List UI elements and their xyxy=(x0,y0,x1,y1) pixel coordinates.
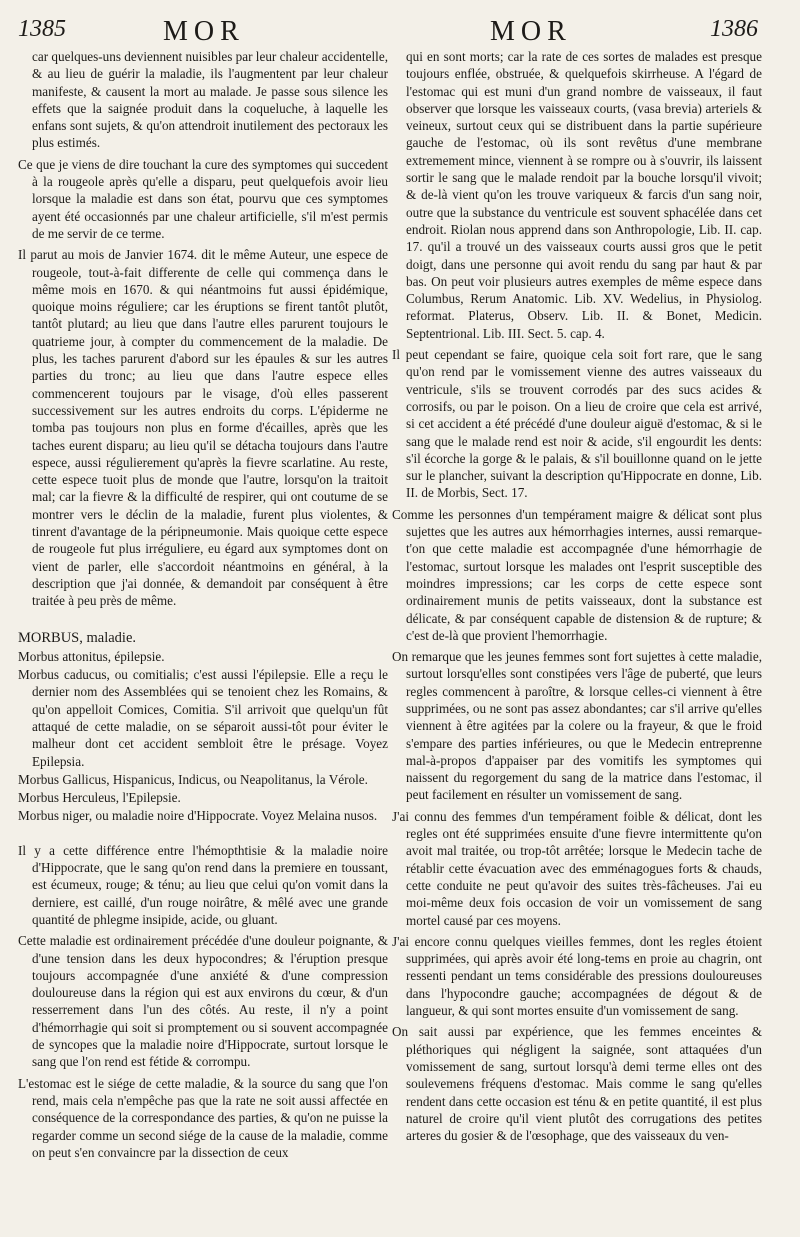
paragraph: Ce que je viens de dire touchant la cure des symptomes qui succedent à la rougeole après qu'elle a disparu, peut quelquefois avoir lieu lorsque la maladie est dans son état, pourvu que ces symptomes ayent été occasionnés par une chaleur artificielle, s'il m'est permis de me servir de ce terme. xyxy=(18,156,388,241)
paragraph: Il parut au mois de Janvier 1674. dit le même Auteur, une espece de rougeole, tout-à-fait differente de celle qui commença dans le même mois en 1670. & qui néantmoins fut aussi épidémique, quoique moins réguliere; car les éruptions se firent tantôt plutôt, tantôt plutard; au lieu que dans l'autre elles parurent toujours le quatrieme jour, à compter du commencement de la maladie. De plus, les taches parurent d'abord sur les épaules & sur les autres parties du tronc; au lieu que dans l'autre espece elles commencerent toujours par le visage, d'où elles passerent successivement sur les autres endroits du corps. L'épiderme ne tomba pas toujours non plus en forme d'écailles, après que les taches eurent disparu; au lieu qu'il se détacha toujours dans l'autre espece, aussi régulierement qu'après la fievre scarlatine. Au reste, cette espece tuoit plus de monde que l'autre, lorsqu'on la traitoit mal; car la fievre & la difficulté de respirer, qui ont coutume de se montrer vers le déclin de la maladie, furent plus violentes, & tinrent d'avantage de la péripneumonie. Mais quoique cette espece de rougeole fut plus irréguliere, eu égard aux symptomes dont on vient de parler, elle s'accordoit néantmoins en général, à la description que j'ai donnée, & demandoit par conséquent à être traitée à peu près de même. xyxy=(18,247,388,609)
paragraph: Cette maladie est ordinairement précédée d'une douleur poignante, & d'une tension dans les deux hypocondres; & l'éruption presque toujours accompagnée d'une anxiété & d'une compression douloureuse dans la région qui est aux environs du cœur, & d'un resserrement dans l'un des côtés. Au reste, il n'y a point d'hémorrhagie qui soit si promptement ou si souvent accompagnée de syncopes que la maladie noire d'Hippocrate, surtout lorsque le sang que l'on rend est fétide & corrompu. xyxy=(18,933,388,1070)
paragraph: Il y a cette différence entre l'hémopthtisie & la maladie noire d'Hippocrate, que le sang qu'on rend dans la premiere en toussant, est écumeux, rouge; & ténu; au lieu que celui qu'on vomit dans la derniere, est caillé, d'un rouge noirâtre, & mêlé avec une grande quantité de phlegme insipide, acide, ou gluant. xyxy=(18,842,388,927)
left-page-number: 1385 xyxy=(18,16,66,42)
right-running-head: MOR xyxy=(490,16,572,47)
paragraph: On remarque que les jeunes femmes sont fort sujettes à cette maladie, surtout lorsqu'elles sont constipées vers l'âge de puberté, que leurs regles commencent à paroître, & lorsque celles-ci viennent à être supprimées, ou ne sont pas assez abondantes; car s'il arrive qu'elles viennent à être agitées par la colere ou la frayeur, & que le froid s'empare des parties inférieures, ou que le Medecin entreprenne mal-à-propos d'appaiser par des vomitifs les symptomes qui naissent du regorgement du sang de la matrice dans l'estomac, il peut facilement en résulter un vomissement de sang. xyxy=(392,649,762,803)
entry-item: Morbus Gallicus, Hispanicus, Indicus, ou Neapolitanus, la Vérole. xyxy=(18,771,368,787)
left-running-head: MOR xyxy=(163,16,245,47)
entry-item: Morbus Herculeus, l'Epilepsie. xyxy=(18,790,181,806)
entry-item: Morbus attonitus, épilepsie. xyxy=(18,648,165,664)
paragraph: car quelques-uns deviennent nuisibles par leur chaleur accidentelle, & au lieu de guérir la maladie, ils l'augmentent par leur chaleur manifeste, & causent la mort au malade. Je passe sous silence les effets que la saignée produit dans la coqueluche, à laquelle les enfans sont sujets, & qu'on attendroit inutilement des pectoraux les plus estimés. xyxy=(32,49,388,151)
paragraph: Comme les personnes d'un tempérament maigre & délicat sont plus sujettes que les autres aux hémorrhagies internes, aussi remarque-t'on que cette maladie est accompagnée d'une hémorrhagie de l'estomac, surtout lorsque les malades ont l'esprit susceptible des moindres impressions; car les corps de cette espece sont ordinairement munis de petits vaisseaux, dont la substance est délicate, & par conséquent capable de distension & de rupture; & c'est de-là que provient l'hemorrhagie. xyxy=(392,506,762,643)
running-header xyxy=(18,10,782,48)
right-page-number: 1386 xyxy=(710,16,758,42)
right-column xyxy=(392,48,762,1228)
entry-heading: MORBUS, maladie. xyxy=(18,629,137,646)
paragraph: J'ai connu des femmes d'un tempérament foible & délicat, dont les regles ont été supprimées ensuite d'une fievre intermittente qu'on avoit mal traitée, ou trop-tôt arrêtée; lorsque le Medecin tache de rétablir cette évacuation avec des emménagogues forts & chauds, cette conduite ne peut qu'avoir des suites très-fâcheuses. J'ai eu moi-même deux fois occasion de voir un vomissement de sang mortel causé par ces moyens. xyxy=(392,808,762,928)
paragraph: J'ai encore connu quelques vieilles femmes, dont les regles étoient supprimées, qui après avoir été long-tems en proie au chagrin, ont ressenti pendant un tems considérable des pressions douloureuses dans l'hypocondre gauche; accompagnées de dégout & de langueur, & qui sont mortes ensuite d'un vomissement de sang. xyxy=(392,933,762,1019)
paragraph: L'estomac est le siége de cette maladie, & la source du sang que l'on rend, mais cela n'empêche pas que la rate ne soit aussi affectée en conséquence de la correspondance des parties, & qu'on ne puisse la regarder comme un second siége de la cause de la maladie, comme on peut s'en convaincre par la dissection de ceux xyxy=(18,1075,388,1160)
entry-item: Morbus caducus, ou comitialis; c'est aussi l'épilepsie. Elle a reçu le dernier nom des Assemblées qui se tenoient chez les Romains, & qu'on appelloit Comices, Comitia. S'il arrivoit que quelqu'un fût attaqué de cette maladie, on se séparoit aussi-tôt pour éviter le malheur dont cet accident sembloit être le présage. Voyez Epilepsia. xyxy=(18,667,388,769)
left-column xyxy=(18,48,388,1228)
paragraph: qui en sont morts; car la rate de ces sortes de malades est presque toujours enflée, obstruée, & quelquefois skirrheuse. A l'égard de l'estomac qui est muni d'un grand nombre de vaisseaux, il faut observer que lorsque les vaisseaux courts, (vasa brevia) arteriels & veineux, surtout ceux qui se distribuent dans la partie supérieure gauche de l'estomac, où ils sont revêtus d'une membrane extremement mince, viennent à se rompre ou à s'ouvrir, ils laissent sortir le sang que le malade rendoit par la bouche lorsqu'il vivoit; & de-là vient qu'on les trouve variqueux & farcis d'un sang noir, outre que la substance du ventricule est souvent sphacélée dans cet endroit. Riolan nous apprend dans son Anthropologie, Lib. II. cap. 17. qu'il a trouvé un des vaisseaux courts aussi gros que le petit doigt, dans une personne qui avoit rendu du sang par haut & par bas. On peut voir plusieurs autres exemples de même espece dans Columbus, Rerum Anatomic. Lib. XV. Wedelius, in Physiolog. reformat. Platerus, Observ. Lib. II. & Bonet, Medicin. Septentrional. Lib. III. Sect. 5. cap. 4. xyxy=(406,49,762,341)
paragraph: Il peut cependant se faire, quoique cela soit fort rare, que le sang qu'on rend par le vomissement vienne des autres vaisseaux du ventricule, s'ils se trouvent corrodés par des sucs acides & corrosifs, ou par le poison. On a lieu de croire que cela est arrivé, si cet accident a été précédé d'une douleur aiguë d'estomac, & si le sang que le malade rend est noir & acide, s'il engourdit les dents: s'il écorche la gorge & le palais, & s'il bouillonne quand on le jette sur le plancher, suivant la description qu'Hippocrate en donne, Lib. II. de Morbis, Sect. 17. xyxy=(392,347,762,501)
entry-item: Morbus niger, ou maladie noire d'Hippocrate. Voyez Melaina nusos. xyxy=(18,808,378,824)
paragraph: On sait aussi par expérience, que les femmes enceintes & pléthoriques qui négligent la saignée, sont attaquées d'un vomissement de sang, surtout lorsqu'à demi terme elles ont des soulevemens fréquens d'estomac. Mais comme le sang qu'elles rendent dans cette occasion est ténu & en petite quantité, il est plus naturel de croire qu'il vient plutôt des corrugations des petites arteres du gosier & de l'œsophage, que des vaisseaux du ven- xyxy=(392,1024,762,1144)
